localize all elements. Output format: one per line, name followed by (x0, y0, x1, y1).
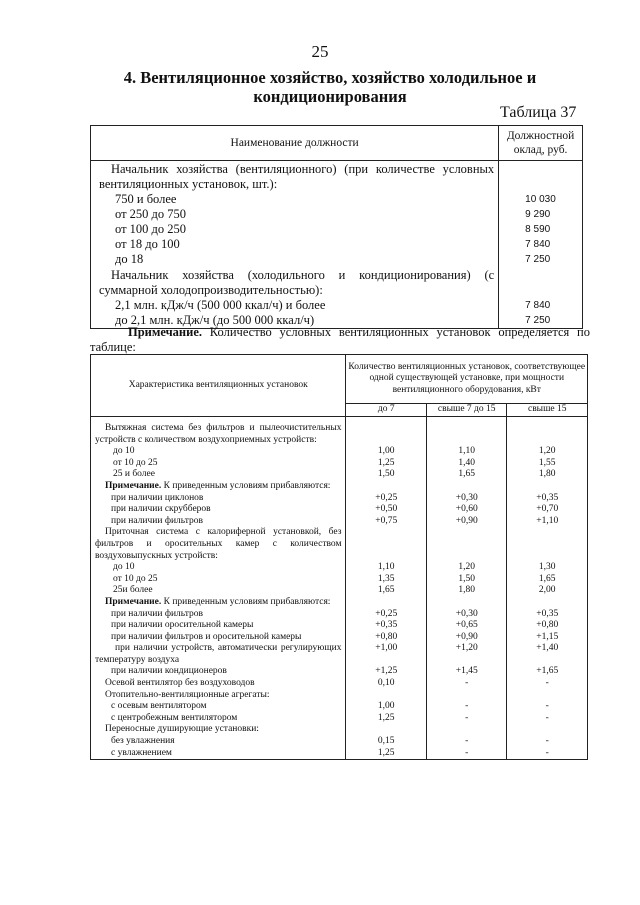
table-row: при наличии устройств, автоматически регулирующих температуру воздуха +1,00 +1,20 +1,40 (91, 643, 588, 666)
group2-title: Начальник хозяйства (холодильного и кондиционирования) (с суммарной холодопроизводительностью): (91, 267, 499, 298)
table-row: от 10 до 25 1,35 1,50 1,65 (91, 574, 588, 586)
shower-title: Переносные душирующие установки: (91, 724, 346, 736)
table-row: при наличии фильтров +0,75 +0,90 +1,10 (91, 516, 588, 528)
note-paragraph (90, 325, 590, 355)
table-row: до 2,1 млн. кДж/ч (до 500 000 ккал/ч) 7 250 (91, 313, 583, 329)
table-row: 2,1 млн. кДж/ч (500 000 ккал/ч) и более 7 840 (91, 298, 583, 313)
table-row: при наличии фильтров +0,25 +0,30 +0,35 (91, 609, 588, 621)
table-row: с увлажнением 1,25 - - (91, 748, 588, 760)
table-row: при наличии кондиционеров +1,25 +1,45 +1,65 (91, 666, 588, 678)
table-row: до 10 1,10 1,20 1,30 (91, 562, 588, 574)
table-37 (90, 125, 583, 329)
exhaust-note: Примечание. К приведенным условиям прибавляются: (91, 481, 346, 493)
supply-title: Приточная система с калориферной установкой, без фильтров и оросительных камер с количеством воздуховыпускных устройств: (91, 527, 346, 562)
table-row: от 250 до 750 9 290 (91, 207, 583, 222)
table-row: Осевой вентилятор без воздуховодов 0,10 - - (91, 678, 588, 690)
table-row: при наличии фильтров и оросительной камеры +0,80 +0,90 +1,15 (91, 632, 588, 644)
table-row: от 10 до 25 1,25 1,40 1,55 (91, 458, 588, 470)
table-row: от 100 до 250 8 590 (91, 222, 583, 237)
exhaust-title: Вытяжная система без фильтров и пылеочистительных устройств с количеством воздухоприемных устройств: (91, 423, 346, 446)
table-row: 750 и более 10 030 (91, 192, 583, 207)
table-row: 25и более 1,65 1,80 2,00 (91, 585, 588, 597)
subcol-header-c: свыше 15 (507, 404, 588, 417)
table-row: при наличии скрубберов +0,50 +0,60 +0,70 (91, 504, 588, 516)
table-row: 25 и более 1,50 1,65 1,80 (91, 469, 588, 481)
note-bold: Примечание. (128, 325, 203, 339)
table-row: до 18 7 250 (91, 252, 583, 267)
table-row: до 10 1,00 1,10 1,20 (91, 446, 588, 458)
col-header-group: Количество вентиляционных установок, соответствующее одной существующей установке, при мощности вентиляционного оборудования, кВт (346, 355, 588, 404)
section-heading: 4. Вентиляционное хозяйство, хозяйство холодильное и кондиционирования (123, 68, 537, 106)
group1-title: Начальник хозяйства (вентиляционного) (при количестве условных вентиляционных установок, шт.): (91, 161, 499, 193)
table-row: с центробежным вентилятором 1,25 - - (91, 713, 588, 725)
heating-title: Отопительно-вентиляционные агрегаты: (91, 690, 346, 702)
col-header-characteristic: Характеристика вентиляционных установок (91, 355, 346, 417)
table-row: от 18 до 100 7 840 (91, 237, 583, 252)
table-row: при наличии оросительной камеры +0,35 +0,65 +0,80 (91, 620, 588, 632)
subcol-header-a: до 7 (346, 404, 426, 417)
table-row: при наличии циклонов +0,25 +0,30 +0,35 (91, 493, 588, 505)
note-text: Количество условных вентиляционных установок определяется по таблице: (90, 325, 590, 354)
table-row: с осевым вентилятором 1,00 - - (91, 701, 588, 713)
table-37-label: Таблица 37 (500, 104, 577, 121)
col-header-salary: Должностной оклад, руб. (499, 126, 583, 161)
supply-note: Примечание. К приведенным условиям прибавляются: (91, 597, 346, 609)
table-row: без увлажнения 0,15 - - (91, 736, 588, 748)
subcol-header-b: свыше 7 до 15 (426, 404, 507, 417)
page-number: 25 (311, 42, 329, 61)
ventilation-units-table (90, 354, 588, 760)
col-header-position: Наименование должности (91, 126, 499, 161)
